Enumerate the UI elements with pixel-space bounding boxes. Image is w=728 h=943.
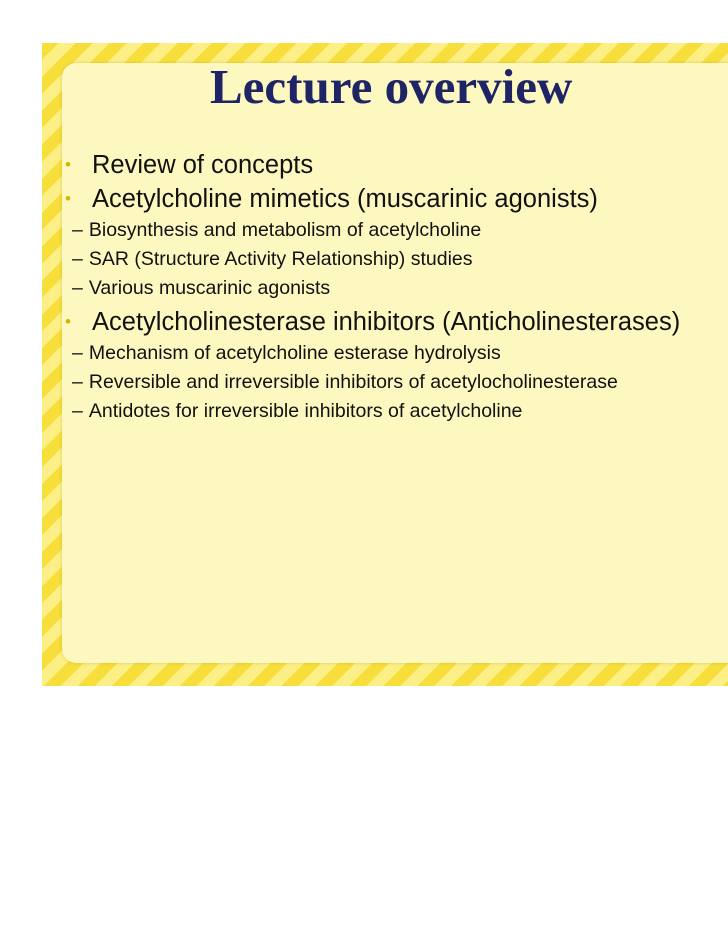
dash-icon: – [72,277,83,299]
sub-list [62,216,680,305]
bullet-dot-icon: • [65,189,71,208]
sub-bullet-item [62,274,680,303]
dash-icon: – [72,400,83,422]
dash-icon: – [72,342,83,364]
bullet-list [62,148,680,428]
sub-list [62,339,680,428]
sub-bullet-text: Mechanism of acetylcholine esterase hydrolysis [88,342,501,364]
dash-icon: – [72,371,83,393]
bullet-text: Acetylcholinesterase inhibitors (Anticholinesterases) [92,308,681,336]
bullet-text: Acetylcholine mimetics (muscarinic agonists) [92,185,598,213]
bullet-dot-icon: • [65,155,71,174]
sub-bullet-text: SAR (Structure Activity Relationship) studies [88,248,473,270]
sub-list-container [62,339,680,428]
bullet-text: Review of concepts [92,151,314,179]
sub-bullet-item [62,397,680,426]
bullet-item [62,148,680,182]
dash-icon: – [72,219,83,241]
sub-list-container [62,216,680,305]
sub-bullet-text: Various muscarinic agonists [88,277,331,299]
sub-bullet-text: Antidotes for irreversible inhibitors of acetylcholine [88,400,523,422]
bullet-dot-icon: • [65,312,71,331]
sub-bullet-item [62,368,680,397]
sub-bullet-text: Reversible and irreversible inhibitors of acetylocholinesterase [88,371,618,393]
slide-title: Lecture overview [210,59,573,114]
sub-bullet-text: Biosynthesis and metabolism of acetylcholine [88,219,482,241]
sub-bullet-item [62,216,680,245]
bullet-item [62,305,680,339]
dash-icon: – [72,248,83,270]
bullet-item [62,182,680,216]
sub-bullet-item [62,245,680,274]
sub-bullet-item [62,339,680,368]
